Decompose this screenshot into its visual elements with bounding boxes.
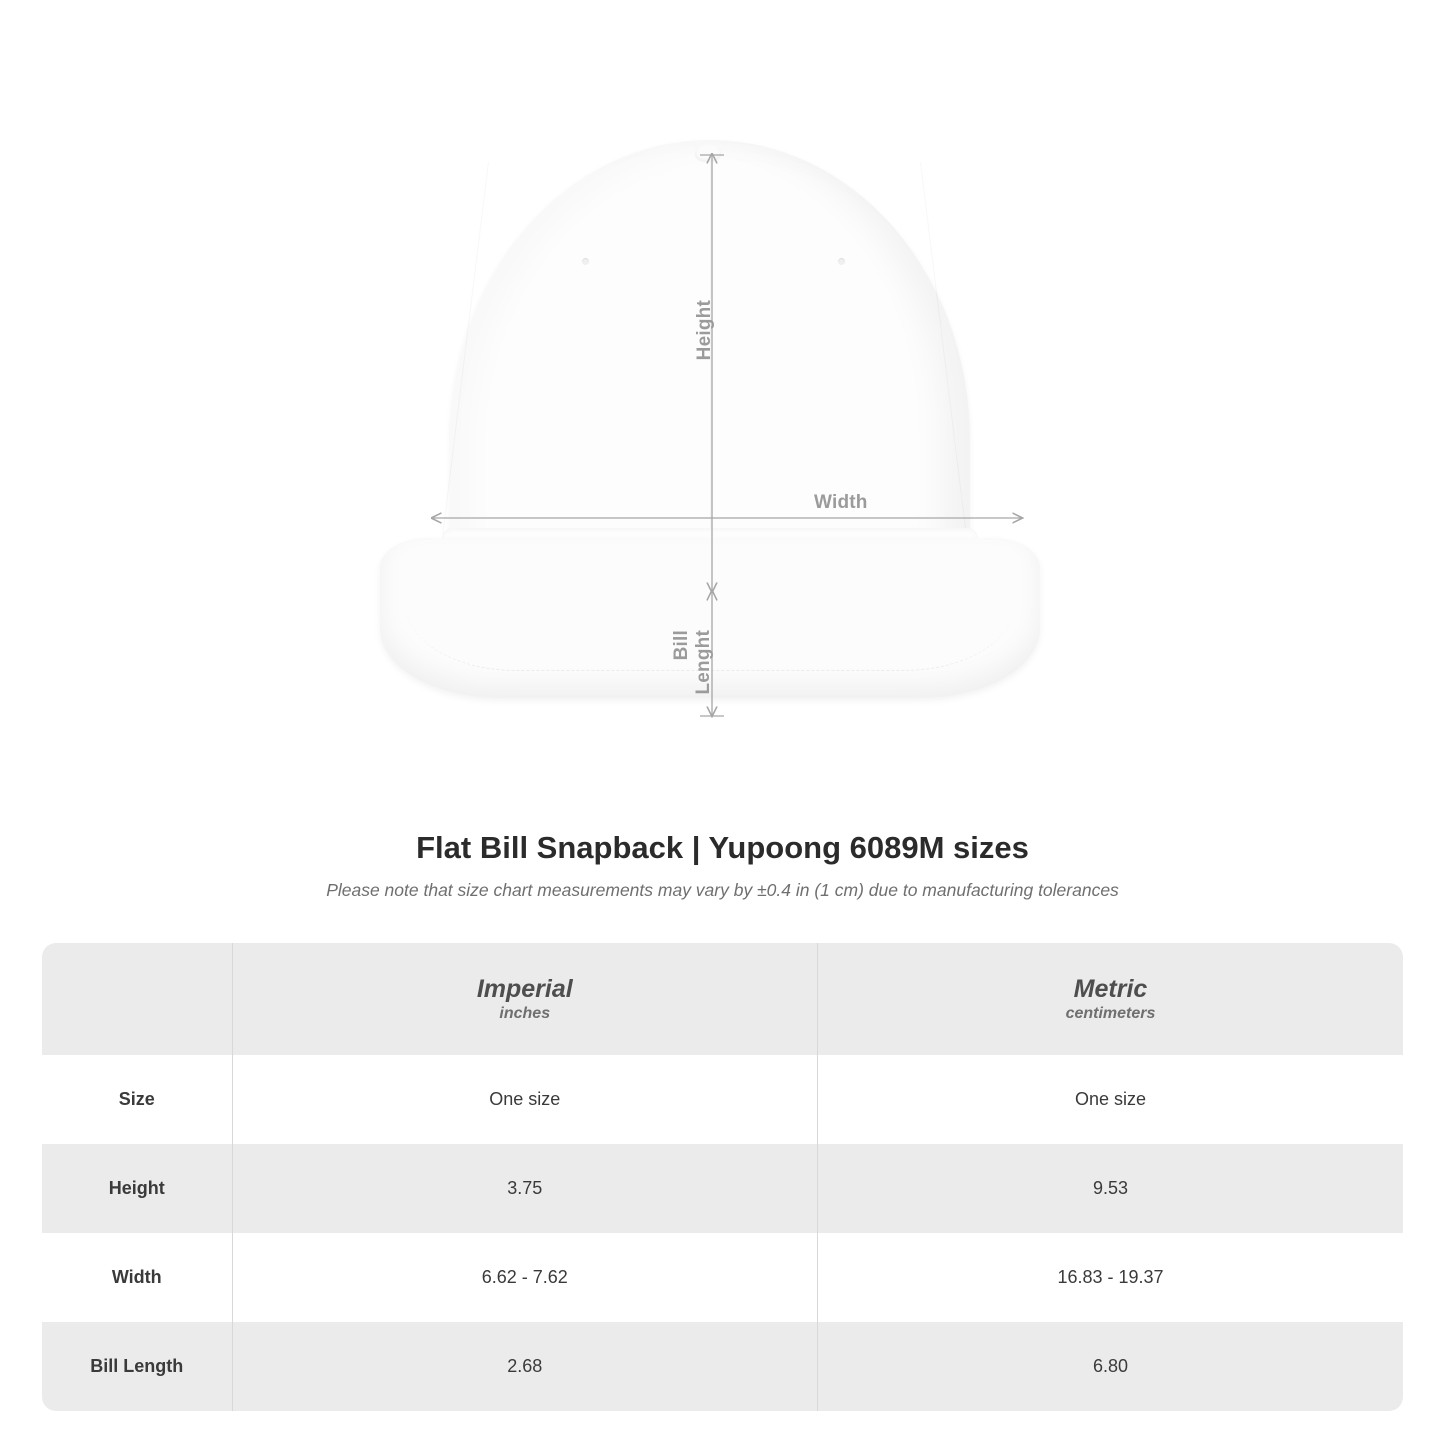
size-table-wrap [42,943,1403,1411]
title-block [0,830,1445,901]
cell-height-imperial: 3.75 [232,1144,818,1233]
table-header-row [42,943,1403,1055]
cell-size-metric: One size [818,1055,1404,1144]
row-label-width: Width [42,1233,232,1322]
cell-bill-length-imperial: 2.68 [232,1322,818,1411]
header-imperial-name: Imperial [476,974,573,1003]
cell-height-metric: 9.53 [818,1144,1404,1233]
row-label-height: Height [42,1144,232,1233]
header-metric-sub: centimeters [1065,1005,1156,1023]
table-row [42,1144,1403,1233]
cell-width-metric: 16.83 - 19.37 [818,1233,1404,1322]
guide-label-bill-length-line2: Lenght [693,630,714,695]
cell-bill-length-metric: 6.80 [818,1322,1404,1411]
guide-label-width: Width [814,492,868,513]
row-label-size: Size [42,1055,232,1144]
tolerance-note: Please note that size chart measurements may vary by ±0.4 in (1 cm) due to manufacturing tolerances [326,880,1119,900]
header-metric [818,943,1404,1055]
cell-size-imperial: One size [232,1055,818,1144]
page-title: Flat Bill Snapback | Yupoong 6089M sizes [416,830,1029,865]
cell-width-imperial: 6.62 - 7.62 [232,1233,818,1322]
header-metric-name: Metric [1073,974,1148,1003]
table-row [42,1322,1403,1411]
header-corner-cell [42,943,232,1055]
row-label-bill-length: Bill Length [42,1322,232,1411]
header-imperial [232,943,818,1055]
size-table [42,943,1403,1411]
guide-label-bill-length-line1: Bill [671,630,692,661]
table-row [42,1055,1403,1144]
table-row [42,1233,1403,1322]
header-imperial-sub: inches [499,1005,551,1023]
guide-label-height: Height [694,300,715,361]
